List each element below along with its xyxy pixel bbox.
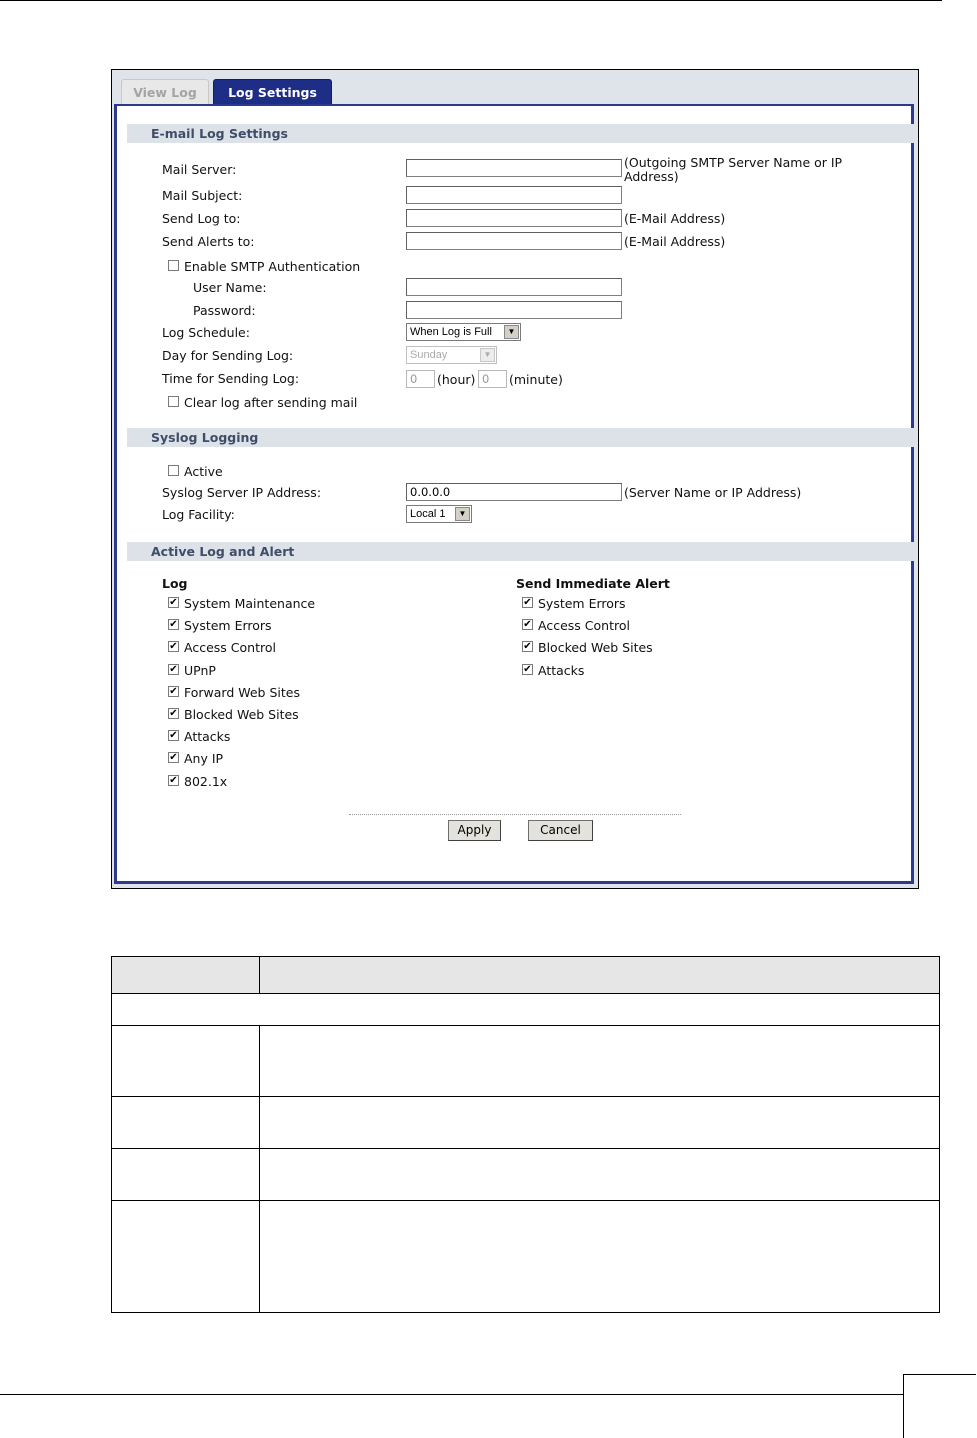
table-cell: [112, 1201, 260, 1313]
alert-item-checkbox[interactable]: ✔: [523, 619, 532, 631]
syslog-server-hint: (Server Name or IP Address): [624, 485, 802, 500]
button-divider: [349, 814, 681, 815]
log-item-label: System Maintenance: [184, 596, 316, 611]
log-facility-label: Log Facility:: [162, 507, 235, 522]
table-header-row: [112, 957, 940, 994]
alert-heading: Send Immediate Alert: [516, 576, 670, 591]
day-sending-select[interactable]: [406, 346, 497, 364]
table-row: [112, 1149, 940, 1201]
mail-subject-label: Mail Subject:: [162, 188, 243, 203]
user-name-label: User Name:: [193, 280, 267, 295]
log-item-label: Blocked Web Sites: [184, 707, 299, 722]
send-alerts-to-label: Send Alerts to:: [162, 234, 255, 249]
smtp-auth-label: Enable SMTP Authentication: [184, 259, 361, 274]
mail-server-hint: (Outgoing SMTP Server Name or IP Address): [624, 155, 843, 184]
day-sending-label: Day for Sending Log:: [162, 348, 294, 363]
dropdown-arrow-icon: ▼: [480, 348, 495, 362]
clear-log-checkbox[interactable]: [168, 396, 179, 407]
log-item-label: 802.1x: [184, 773, 228, 789]
page-number-box: [903, 1374, 976, 1438]
table-cell: [112, 1097, 260, 1149]
log-item-checkbox[interactable]: ✔: [169, 641, 178, 653]
password-input[interactable]: [406, 301, 622, 319]
smtp-auth-checkbox[interactable]: [168, 260, 179, 271]
tab-log-settings[interactable]: Log Settings: [213, 79, 332, 105]
log-item-label: UPnP: [184, 662, 216, 678]
table-row: [112, 1097, 940, 1149]
log-item-checkbox[interactable]: ✔: [169, 708, 178, 719]
log-item-label: Attacks: [184, 729, 231, 745]
log-schedule-label: Log Schedule:: [162, 325, 250, 340]
log-item-label: Access Control: [184, 640, 276, 656]
section-syslog-logging: Syslog Logging: [127, 428, 915, 447]
log-item-checkbox[interactable]: ✔: [169, 597, 178, 608]
log-facility-value: Local 1: [410, 508, 446, 520]
table-cell: [112, 1026, 260, 1097]
tab-view-log[interactable]: View Log: [121, 79, 209, 105]
alert-item-checkbox[interactable]: ✔: [523, 663, 532, 675]
syslog-active-label: Active: [184, 464, 223, 479]
log-schedule-select[interactable]: [406, 323, 521, 341]
log-item-label: Any IP: [184, 751, 224, 767]
alert-item-checkbox[interactable]: ✔: [523, 597, 532, 608]
day-sending-value: Sunday: [410, 349, 448, 361]
log-item-label: Forward Web Sites: [184, 684, 300, 700]
alert-item-label: Blocked Web Sites: [538, 640, 653, 656]
alert-item-label: Attacks: [538, 662, 585, 678]
syslog-server-label: Syslog Server IP Address:: [162, 485, 322, 500]
page-top-rule: [0, 0, 942, 1]
settings-panel: [114, 104, 914, 884]
hour-input[interactable]: [406, 370, 435, 388]
send-log-to-input[interactable]: [406, 209, 622, 227]
syslog-active-checkbox[interactable]: [168, 465, 179, 476]
send-alerts-to-input[interactable]: [406, 232, 622, 250]
log-facility-select[interactable]: [406, 505, 472, 523]
table-row: [112, 1201, 940, 1313]
table-section-row: [112, 994, 940, 1026]
minute-label: (minute): [509, 372, 563, 387]
password-label: Password:: [193, 303, 256, 318]
log-item-checkbox[interactable]: ✔: [169, 774, 178, 786]
minute-input[interactable]: [478, 370, 507, 388]
send-log-to-hint: (E-Mail Address): [624, 211, 726, 226]
user-name-input[interactable]: [406, 278, 622, 296]
page-footer-rule: [0, 1394, 903, 1395]
log-item-checkbox[interactable]: ✔: [169, 685, 178, 697]
log-item-checkbox[interactable]: ✔: [169, 663, 178, 675]
mail-subject-input[interactable]: [406, 186, 622, 204]
dropdown-arrow-icon: ▼: [455, 507, 470, 521]
time-sending-label: Time for Sending Log:: [162, 371, 300, 386]
hour-label: (hour): [437, 372, 476, 387]
table-cell: [260, 1026, 940, 1097]
table-section-cell: [112, 994, 940, 1026]
mail-server-input[interactable]: [406, 159, 622, 177]
table-row: [112, 1026, 940, 1097]
alert-item-checkbox[interactable]: ✔: [523, 641, 532, 653]
mail-server-label: Mail Server:: [162, 162, 237, 177]
log-item-checkbox[interactable]: ✔: [169, 619, 178, 631]
field-description-table: [111, 956, 940, 1313]
log-item-checkbox[interactable]: ✔: [169, 730, 178, 742]
table-cell: [260, 1201, 940, 1313]
log-item-label: System Errors: [184, 618, 272, 634]
table-header-cell: [112, 957, 260, 994]
alert-item-label: Access Control: [538, 618, 630, 634]
alert-item-label: System Errors: [538, 596, 626, 611]
section-email-log-settings: E-mail Log Settings: [127, 124, 915, 143]
log-item-checkbox[interactable]: ✔: [169, 752, 178, 764]
table-cell: [260, 1097, 940, 1149]
log-schedule-value: When Log is Full: [410, 326, 492, 338]
table-cell: [260, 1149, 940, 1201]
cancel-button[interactable]: Cancel: [528, 820, 593, 841]
dropdown-arrow-icon: ▼: [504, 325, 519, 339]
apply-button[interactable]: Apply: [448, 820, 501, 841]
clear-log-label: Clear log after sending mail: [184, 395, 358, 410]
send-alerts-to-hint: (E-Mail Address): [624, 234, 726, 249]
log-heading: Log: [162, 576, 188, 591]
syslog-server-input[interactable]: [406, 483, 622, 501]
section-active-log-alert: Active Log and Alert: [127, 542, 915, 561]
table-cell: [112, 1149, 260, 1201]
table-header-cell: [260, 957, 940, 994]
send-log-to-label: Send Log to:: [162, 211, 241, 226]
log-settings-screenshot: [111, 69, 919, 889]
